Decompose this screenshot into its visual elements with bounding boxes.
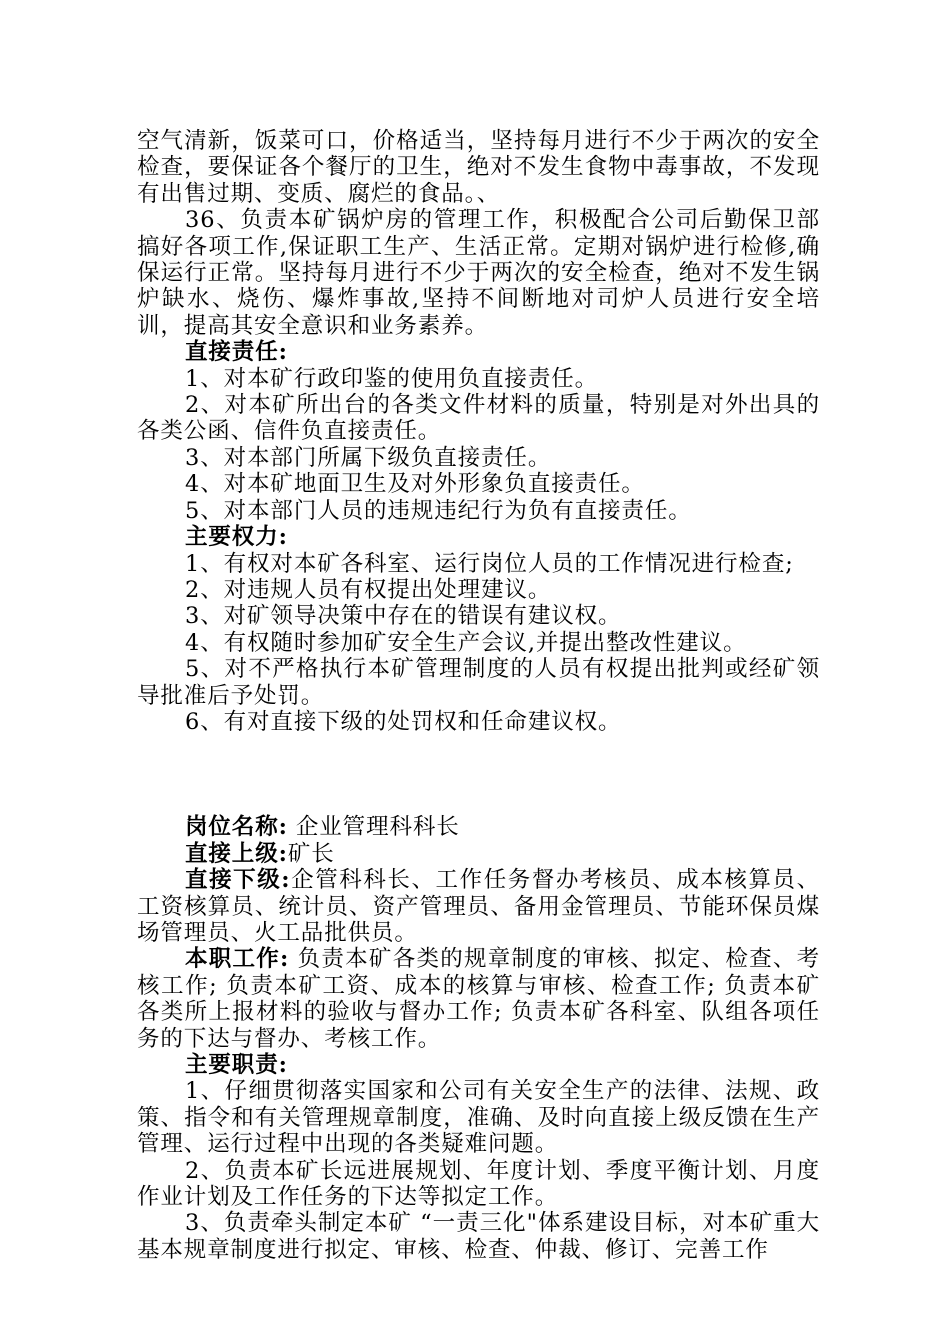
main-powers-item: 2、对违规人员有权提出处理建议。: [185, 576, 552, 603]
direct-responsibility-item: 3、对本部门所属下级负直接责任。: [185, 444, 552, 471]
job-duty-line: [137, 946, 820, 1052]
direct-subordinate-value: 企管科科长、工作任务督办考核员、成本核算员、工资核算员、统计员、资产管理员、备用金管理员、节能环保员煤场管理员、火工品批供员。: [137, 867, 820, 946]
paragraph-item-36: 36、负责本矿锅炉房的管理工作，积极配合公司后勤保卫部搞好各项工作,保证职工生产、生活正常。定期对锅炉进行检修,确保运行正常。坚持每月进行不少于两次的安全检查，绝对不发生锅炉缺水、烧伤、爆炸事故,坚持不间断地对司炉人员进行安全培训，提高其安全意识和业务素养。: [137, 207, 820, 339]
main-powers-heading: 主要权力:: [185, 524, 288, 551]
main-powers-item: 3、对矿领导决策中存在的错误有建议权。: [185, 603, 622, 630]
main-powers-item: 5、对不严格执行本矿管理制度的人员有权提出批判或经矿领导批准后予处罚。: [137, 656, 820, 709]
direct-responsibility-item: 5、对本部门人员的违规违纪行为负有直接责任。: [185, 497, 692, 524]
direct-superior-line: [137, 841, 820, 867]
direct-responsibility-item: 2、对本矿所出台的各类文件材料的质量，特别是对外出具的各类公函、信件负直接责任。: [137, 392, 820, 445]
main-duties-heading: 主要职责:: [185, 1052, 288, 1078]
direct-superior-value: 矿长: [287, 840, 335, 867]
direct-responsibility-item: 1、对本矿行政印鉴的使用负直接责任。: [185, 365, 599, 392]
job-duty-value: 负责本矿各类的规章制度的审核、拟定、检查、考核工作; 负责本矿工资、成本的核算与审核、检查工作; 负责本矿各类所上报材料的验收与督办工作; 负责本矿各科室、队组各项任务的下达与督办、考核工作。: [137, 946, 820, 1052]
direct-superior-label: 直接上级:: [185, 840, 288, 867]
section-gap: [137, 735, 820, 814]
position-name-value: 企业管理科科长: [287, 814, 460, 841]
main-duties-item: 2、负责本矿长远进展规划、年度计划、季度平衡计划、月度作业计划及工作任务的下达等拟定工作。: [137, 1157, 820, 1211]
main-powers-item: 1、有权对本矿各科室、运行岗位人员的工作情况进行检查;: [185, 550, 794, 577]
direct-subordinate-label: 直接下级:: [185, 867, 291, 894]
paragraph-cafeteria-continued: 空气清新，饭菜可口，价格适当，坚持每月进行不少于两次的安全检查，要保证各个餐厅的卫生，绝对不发生食物中毒事故，不发现有出售过期、变质、腐烂的食品。、: [137, 128, 820, 207]
main-powers-item: 6、有对直接下级的处罚权和任命建议权。: [185, 708, 622, 735]
main-duties-item: 1、仔细贯彻落实国家和公司有关安全生产的法律、法规、政策、指令和有关管理规章制度，准确、及时向直接上级反馈在生产管理、运行过程中出现的各类疑难问题。: [137, 1078, 820, 1158]
job-duty-label: 本职工作:: [185, 946, 290, 973]
position-name-label: 岗位名称:: [185, 814, 288, 841]
direct-subordinate-line: [137, 867, 820, 946]
direct-responsibility-heading: 直接责任:: [185, 339, 288, 366]
main-duties-item: 3、负责牵头制定本矿 “一责三化"体系建设目标，对本矿重大基本规章制度进行拟定、审核、检查、仲裁、修订、完善工作: [137, 1210, 820, 1263]
direct-responsibility-item: 4、对本矿地面卫生及对外形象负直接责任。: [185, 471, 645, 498]
position-name-line: [137, 814, 820, 840]
main-powers-item: 4、有权随时参加矿安全生产会议,并提出整改性建议。: [185, 629, 747, 656]
